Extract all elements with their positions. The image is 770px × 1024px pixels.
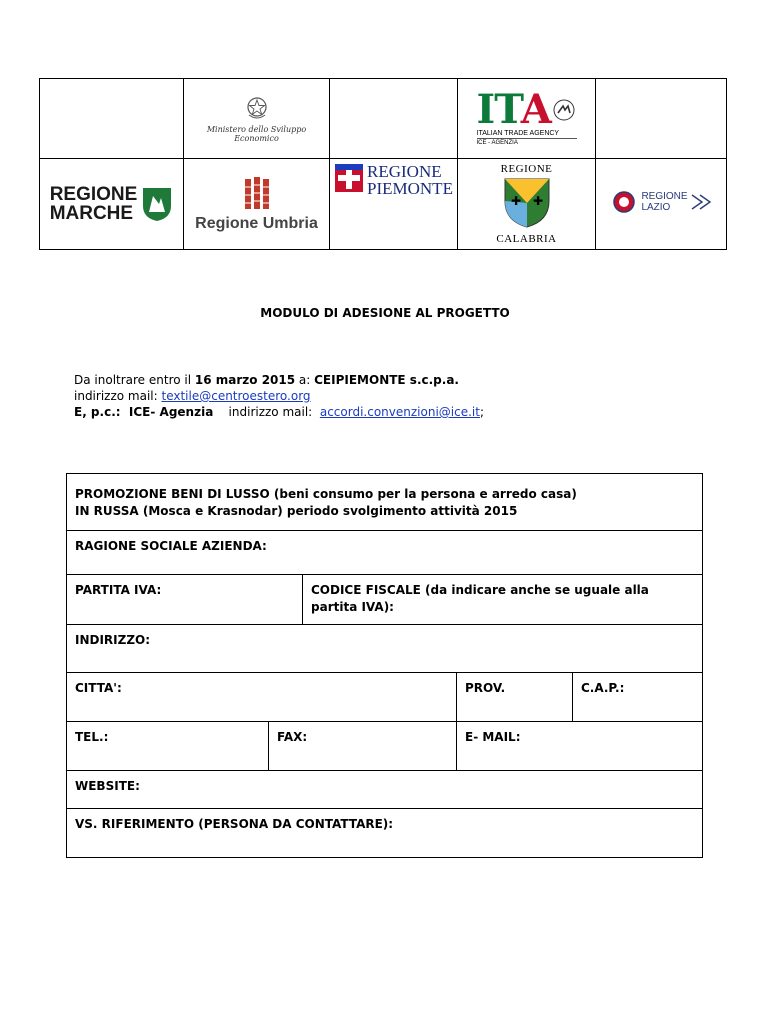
umbria-candles-icon	[242, 175, 272, 211]
logo-umbria	[184, 159, 330, 250]
contact-person-label: VS. RIFERIMENTO (PERSONA DA CONTATTARE):	[75, 817, 394, 831]
tax-code-label: CODICE FISCALE (da indicare anche se uguale alla partita IVA):	[311, 583, 649, 614]
registration-form	[66, 473, 703, 858]
fax-field[interactable]	[269, 722, 457, 771]
phone-field[interactable]	[67, 722, 269, 771]
italian-republic-emblem-icon	[244, 95, 270, 121]
piemonte-shield-icon	[334, 163, 364, 193]
website-field[interactable]	[67, 771, 703, 809]
logo-marche	[40, 159, 184, 250]
logo-cell-empty-3	[596, 79, 727, 159]
ice-email-link[interactable]: accordi.convenzioni@ice.it	[319, 405, 480, 419]
deadline-date: 16 marzo 2015	[194, 373, 296, 387]
mise-logo-text: Ministero dello Sviluppo Economico	[206, 124, 307, 143]
delivery-info	[74, 372, 484, 420]
page-title: MODULO DI ADESIONE AL PROGETTO	[260, 306, 510, 320]
contact-person-field[interactable]	[67, 809, 703, 858]
logo-mise	[184, 79, 330, 159]
ita-tagline: ITALIAN TRADE AGENCY	[476, 129, 560, 137]
logo-piemonte	[330, 159, 458, 250]
province-field[interactable]	[457, 673, 573, 722]
province-label: PROV.	[465, 681, 506, 695]
phone-label: TEL.:	[75, 730, 109, 744]
email-field[interactable]	[457, 722, 703, 771]
piemonte-line2: PIEMONTE	[367, 179, 453, 198]
logo-cell-empty-2	[330, 79, 458, 159]
address-field[interactable]	[67, 625, 703, 673]
form-header-line1: PROMOZIONE BENI DI LUSSO (beni consumo per la persona e arredo casa)	[75, 487, 577, 501]
textile-email-link[interactable]: textile@centroestero.org	[161, 389, 311, 403]
postal-code-field[interactable]	[573, 673, 703, 722]
lazio-emblem-icon	[610, 190, 638, 214]
city-label: CITTA':	[75, 681, 122, 695]
ita-subtagline: ICE - AGENZIA	[476, 139, 518, 146]
calabria-bottom-text: CALABRIA	[496, 233, 557, 245]
info-line-1: Da inoltrare entro il 16 marzo 2015 a: CEIPIEMONTE s.c.p.a.	[74, 373, 459, 387]
email-label: E- MAIL:	[465, 730, 521, 744]
tax-code-field[interactable]	[303, 575, 703, 625]
umbria-logo-text: Regione Umbria	[195, 215, 318, 232]
recipient-org: CEIPIEMONTE s.c.p.a.	[314, 373, 459, 387]
marche-line2: MARCHE	[49, 203, 134, 224]
marche-shield-icon	[141, 186, 173, 222]
lazio-line1: REGIONE	[641, 191, 688, 202]
calabria-shield-icon	[501, 175, 553, 229]
company-name-label: RAGIONE SOCIALE AZIENDA:	[75, 539, 267, 553]
city-field[interactable]	[67, 673, 457, 722]
fax-label: FAX:	[277, 730, 308, 744]
logo-calabria	[458, 159, 596, 250]
marche-line1: REGIONE	[49, 184, 138, 205]
vat-number-field[interactable]	[67, 575, 303, 625]
lazio-line2: LAZIO	[641, 202, 671, 213]
svg-text:✚: ✚	[510, 194, 521, 208]
website-label: WEBSITE:	[75, 779, 140, 793]
logo-lazio	[596, 159, 727, 250]
calabria-top-text: REGIONE	[500, 163, 553, 175]
lazio-swoosh-icon	[690, 191, 712, 213]
company-name-field[interactable]	[67, 531, 703, 575]
address-label: INDIRIZZO:	[75, 633, 151, 647]
logos-table	[39, 78, 727, 250]
vat-number-label: PARTITA IVA:	[75, 583, 162, 597]
piemonte-line1: REGIONE	[367, 162, 442, 181]
svg-text:✚: ✚	[532, 194, 543, 208]
ita-logo-word: ITA	[476, 85, 551, 133]
logo-ita	[458, 79, 596, 159]
form-header	[67, 474, 703, 531]
postal-code-label: C.A.P.:	[581, 681, 625, 695]
ita-mark-icon	[553, 99, 575, 121]
info-line-3: E, p.c.: ICE- Agenzia indirizzo mail: accordi.convenzioni@ice.it;	[74, 405, 485, 419]
form-header-line2: IN RUSSA (Mosca e Krasnodar) periodo svolgimento attività 2015	[75, 504, 518, 518]
logo-cell-empty	[40, 79, 184, 159]
info-line-2: indirizzo mail: textile@centroestero.org	[74, 389, 311, 403]
